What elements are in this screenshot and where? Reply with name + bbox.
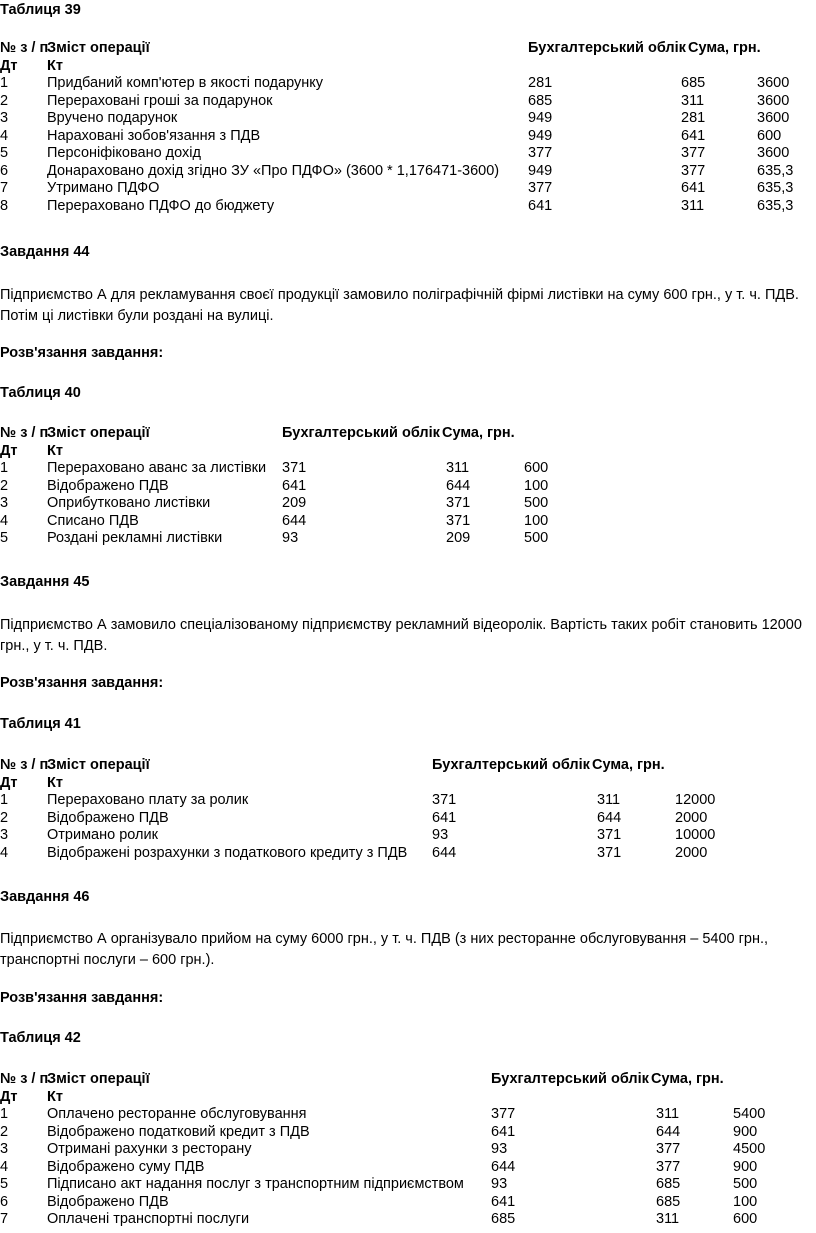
task-44-title: Завдання 44 [0,244,90,260]
row-name: Відображено ПДВ [47,1193,169,1210]
row-dt: 377 [491,1106,516,1122]
header-accounting: Бухгалтерський облік [432,757,590,773]
row-name: Утримано ПДФО [47,180,160,196]
row-kt: 371 [446,495,471,511]
table-42-title: Таблиця 42 [0,1030,81,1046]
row-name: Перераховані гроші за подарунок [47,92,273,109]
row-num: 1 [0,792,9,808]
header-sum: Сума, грн. [688,40,761,56]
row-kt: 644 [597,809,622,826]
row-name: Перераховано плату за ролик [47,792,249,808]
row-sum: 635,3 [757,180,794,196]
row-sum: 100 [524,477,549,494]
row-sum: 635,3 [757,197,794,214]
table-40-title: Таблиця 40 [0,385,81,401]
row-sum: 500 [524,530,549,546]
table-row [0,110,816,128]
header-name: Зміст операції [47,40,150,56]
row-sum: 600 [524,460,549,476]
table-row [0,93,816,111]
row-dt: 644 [282,512,307,529]
row-kt: 311 [597,792,621,808]
row-name: Оплачені транспортні послуги [47,1211,250,1227]
table-subheader [0,58,816,76]
row-num: 5 [0,530,9,546]
table-40 [0,425,816,548]
table-41 [0,757,816,862]
row-name: Донараховано дохід згідно ЗУ «Про ПДФО» (3600 * 1,176471-3600) [47,162,500,179]
row-num: 1 [0,75,9,91]
row-num: 5 [0,1176,9,1192]
task-45-text: Підприємство А замовило спеціалізованому підприємству рекламний відеоролік. Вартість таких робіт становить 12000 грн., у т. ч. ПДВ. [0,617,802,654]
row-kt: 377 [681,145,706,161]
header-kt: Кт [47,57,63,74]
row-dt: 93 [432,827,449,843]
row-sum: 4500 [733,1141,766,1157]
table-row [0,478,816,496]
row-num: 1 [0,1106,9,1122]
row-name: Отримано ролик [47,827,158,843]
task-44-text: Підприємство А для рекламування своєї продукції замовило поліграфічній фірмі листівки на суму 600 грн., у т. ч. ПДВ. Потім ці листівки були роздані на вулиці. [0,287,799,324]
row-num: 2 [0,477,9,494]
row-sum: 600 [733,1211,758,1227]
row-kt: 311 [446,460,470,476]
row-num: 4 [0,844,9,861]
row-dt: 641 [528,197,553,214]
table-row [0,1211,816,1229]
table-row [0,1106,816,1124]
row-kt: 377 [681,162,706,179]
header-dt: Дт [0,774,18,791]
header-sum: Сума, грн. [442,425,515,441]
row-num: 4 [0,512,9,529]
row-sum: 100 [733,1193,758,1210]
table-subheader [0,1089,816,1107]
row-num: 1 [0,460,9,476]
row-sum: 2000 [675,844,708,861]
row-sum: 2000 [675,809,708,826]
row-kt: 311 [681,197,705,214]
header-dt: Дт [0,1088,18,1105]
task-45-title: Завдання 45 [0,574,90,590]
task-46-solution-label: Розв'язання завдання: [0,990,164,1006]
row-name: Відображено суму ПДВ [47,1158,205,1175]
row-name: Отримані рахунки з ресторану [47,1141,252,1157]
table-row [0,495,816,513]
row-kt: 371 [597,827,622,843]
table-row [0,1159,816,1177]
row-kt: 209 [446,530,471,546]
row-name: Персоніфіковано дохід [47,145,201,161]
table-subheader [0,443,816,461]
table-row [0,128,816,146]
row-dt: 949 [528,127,553,144]
table-39 [0,40,816,215]
row-num: 2 [0,92,9,109]
row-kt: 281 [681,110,706,126]
table-header [0,425,816,443]
row-sum: 3600 [757,92,790,109]
row-name: Перераховано аванс за листівки [47,460,267,476]
task-45-solution-label: Розв'язання завдання: [0,675,164,691]
table-row [0,513,816,531]
row-kt: 685 [656,1193,681,1210]
header-accounting: Бухгалтерський облік [528,40,686,56]
row-sum: 900 [733,1123,758,1140]
row-sum: 3600 [757,75,790,91]
row-kt: 311 [656,1211,680,1227]
row-dt: 371 [432,792,457,808]
table-39-title: Таблиця 39 [0,2,81,18]
table-row [0,1124,816,1142]
row-dt: 377 [528,145,553,161]
table-row [0,827,816,845]
row-sum: 500 [733,1176,758,1192]
row-sum: 500 [524,495,549,511]
row-dt: 371 [282,460,307,476]
row-num: 2 [0,809,9,826]
row-name: Перераховано ПДФО до бюджету [47,197,275,214]
row-name: Нараховані зобов'язання з ПДВ [47,127,261,144]
row-dt: 93 [491,1141,508,1157]
table-row [0,1194,816,1212]
row-name: Роздані рекламні листівки [47,530,223,546]
row-num: 8 [0,197,9,214]
row-num: 6 [0,162,9,179]
row-kt: 311 [656,1106,680,1122]
row-name: Відображено податковий кредит з ПДВ [47,1123,310,1140]
row-sum: 3600 [757,145,790,161]
row-dt: 949 [528,162,553,179]
row-dt: 644 [432,844,457,861]
row-sum: 900 [733,1158,758,1175]
row-dt: 93 [491,1176,508,1192]
row-sum: 10000 [675,827,716,843]
row-num: 5 [0,145,9,161]
header-num: № з / п [0,425,49,441]
header-num: № з / п [0,757,49,773]
table-row [0,530,816,548]
row-num: 4 [0,127,9,144]
row-kt: 311 [681,92,705,109]
row-name: Оприбутковано листівки [47,495,211,511]
row-kt: 371 [446,512,471,529]
row-kt: 371 [597,844,622,861]
row-dt: 209 [282,495,307,511]
header-name: Зміст операції [47,757,150,773]
row-name: Оплачено ресторанне обслуговування [47,1106,307,1122]
header-num: № з / п [0,40,49,56]
row-dt: 641 [282,477,307,494]
header-kt: Кт [47,774,63,791]
row-dt: 281 [528,75,553,91]
header-accounting: Бухгалтерський облік [282,425,440,441]
row-kt: 644 [656,1123,681,1140]
row-sum: 100 [524,512,549,529]
row-sum: 635,3 [757,162,794,179]
header-sum: Сума, грн. [651,1071,724,1087]
header-name: Зміст операції [47,425,150,441]
row-num: 4 [0,1158,9,1175]
table-row [0,180,816,198]
row-dt: 377 [528,180,553,196]
row-name: Списано ПДВ [47,512,139,529]
row-dt: 641 [491,1123,516,1140]
header-dt: Дт [0,442,18,459]
table-row [0,810,816,828]
table-row [0,1176,816,1194]
table-header [0,1071,816,1089]
table-row [0,845,816,863]
table-row [0,460,816,478]
table-row [0,75,816,93]
row-dt: 949 [528,110,553,126]
row-sum: 600 [757,127,782,144]
row-name: Відображені розрахунки з податкового кредиту з ПДВ [47,844,408,861]
row-kt: 641 [681,127,706,144]
row-num: 2 [0,1123,9,1140]
row-sum: 3600 [757,110,790,126]
row-num: 7 [0,1211,9,1227]
row-dt: 685 [528,92,553,109]
task-46-text: Підприємство А організувало прийом на суму 6000 грн., у т. ч. ПДВ (з них ресторанне обслуговування – 5400 грн., транспортні послуги – 600 грн.). [0,931,769,968]
row-kt: 685 [656,1176,681,1192]
row-kt: 641 [681,180,706,196]
table-41-title: Таблиця 41 [0,716,81,732]
table-subheader [0,775,816,793]
row-num: 7 [0,180,9,196]
row-name: Підписано акт надання послуг з транспортним підприємством [47,1176,464,1192]
row-num: 3 [0,827,9,843]
row-name: Придбаний комп'ютер в якості подарунку [47,75,324,91]
row-dt: 641 [432,809,457,826]
header-dt: Дт [0,57,18,74]
row-dt: 685 [491,1211,516,1227]
header-kt: Кт [47,442,63,459]
row-num: 3 [0,1141,9,1157]
row-name: Вручено подарунок [47,110,178,126]
header-name: Зміст операції [47,1071,150,1087]
row-dt: 644 [491,1158,516,1175]
table-42 [0,1071,816,1229]
row-kt: 377 [656,1158,681,1175]
task-46-title: Завдання 46 [0,889,90,905]
table-row [0,163,816,181]
row-sum: 5400 [733,1106,766,1122]
header-kt: Кт [47,1088,63,1105]
header-num: № з / п [0,1071,49,1087]
row-name: Відображено ПДВ [47,809,169,826]
header-sum: Сума, грн. [592,757,665,773]
table-row [0,198,816,216]
table-row [0,145,816,163]
row-kt: 377 [656,1141,681,1157]
row-dt: 641 [491,1193,516,1210]
row-num: 6 [0,1193,9,1210]
row-dt: 93 [282,530,299,546]
row-sum: 12000 [675,792,716,808]
table-header [0,40,816,58]
row-name: Відображено ПДВ [47,477,169,494]
task-44-solution-label: Розв'язання завдання: [0,345,164,361]
table-row [0,792,816,810]
row-kt: 685 [681,75,706,91]
row-num: 3 [0,495,9,511]
row-num: 3 [0,110,9,126]
header-accounting: Бухгалтерський облік [491,1071,649,1087]
table-row [0,1141,816,1159]
row-kt: 644 [446,477,471,494]
table-header [0,757,816,775]
